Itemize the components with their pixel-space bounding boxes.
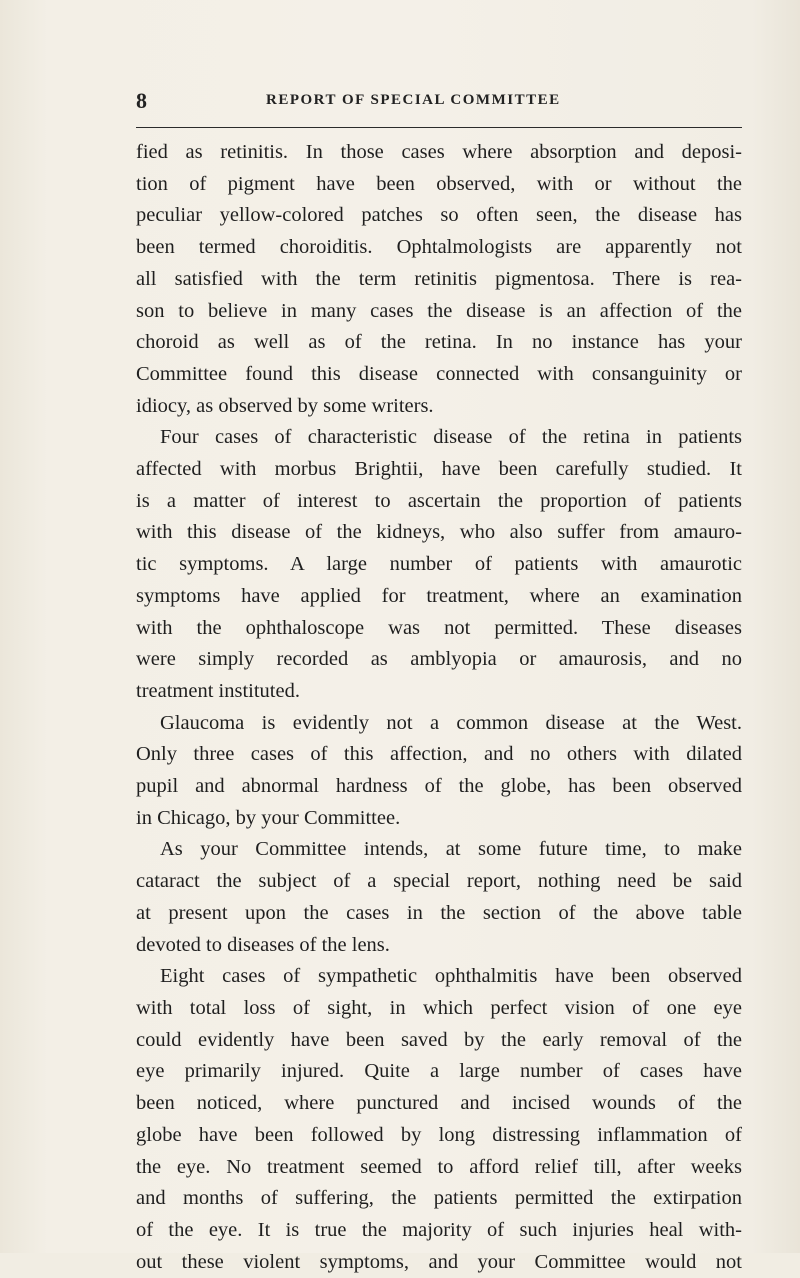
text-line: Only three cases of this affection, and no others with dilated bbox=[136, 743, 742, 766]
text-line: peculiar yellow-colored patches so often seen, the disease has bbox=[136, 204, 742, 227]
text-line: with the ophthaloscope was not permitted. These diseases bbox=[136, 616, 742, 639]
text-line: Glaucoma is evidently not a common disease at the West. bbox=[160, 711, 742, 734]
text-line: symptoms have applied for treatment, where an examination bbox=[136, 584, 742, 607]
text-line: been noticed, where punctured and incised wounds of the bbox=[136, 1092, 742, 1115]
text-line: at present upon the cases in the section of the above table bbox=[136, 901, 742, 924]
text-line: Committee found this disease connected with consanguinity or bbox=[136, 362, 742, 385]
header-rule bbox=[136, 127, 742, 128]
text-line: Four cases of characteristic disease of the retina in patients bbox=[160, 426, 742, 449]
text-line: with this disease of the kidneys, who also suffer from amauro- bbox=[136, 521, 742, 544]
text-line: all satisfied with the term retinitis pigmentosa. There is rea- bbox=[136, 267, 742, 290]
page-number: 8 bbox=[136, 88, 147, 113]
text-line: eye primarily injured. Quite a large number of cases have bbox=[136, 1060, 742, 1083]
text-line: is a matter of interest to ascertain the proportion of patients bbox=[136, 489, 742, 512]
text-line: tion of pigment have been observed, with or without the bbox=[136, 172, 742, 195]
text-line: globe have been followed by long distressing inflammation of bbox=[136, 1123, 742, 1146]
text-line: devoted to diseases of the lens. bbox=[136, 933, 390, 956]
text-line: out these violent symptoms, and your Committee would not bbox=[136, 1250, 742, 1273]
body-text bbox=[136, 137, 742, 1278]
text-line: and months of suffering, the patients permitted the extirpation bbox=[136, 1187, 742, 1210]
text-line: of the eye. It is true the majority of such injuries heal with- bbox=[136, 1218, 742, 1241]
text-line: pupil and abnormal hardness of the globe, has been observed bbox=[136, 775, 742, 798]
text-line: cataract the subject of a special report, nothing need be said bbox=[136, 870, 742, 893]
text-line: fied as retinitis. In those cases where absorption and deposi- bbox=[136, 141, 742, 163]
text-line: been termed choroiditis. Ophtalmologists are apparently not bbox=[136, 236, 742, 259]
text-line: could evidently have been saved by the early removal of the bbox=[136, 1028, 742, 1051]
text-line: in Chicago, by your Committee. bbox=[136, 806, 401, 829]
text-line: Eight cases of sympathetic ophthalmitis have been observed bbox=[160, 965, 742, 988]
text-line: treatment instituted. bbox=[136, 679, 300, 702]
text-line: with total loss of sight, in which perfect vision of one eye bbox=[136, 996, 742, 1019]
text-line: were simply recorded as amblyopia or amaurosis, and no bbox=[136, 648, 742, 671]
text-line: son to believe in many cases the disease is an affection of the bbox=[136, 299, 742, 322]
text-line: As your Committee intends, at some future time, to make bbox=[160, 838, 742, 861]
text-line: tic symptoms. A large number of patients with amaurotic bbox=[136, 553, 742, 576]
running-head: REPORT OF SPECIAL COMMITTEE bbox=[266, 92, 561, 108]
text-line: affected with morbus Brightii, have been carefully studied. It bbox=[136, 458, 742, 481]
text-line: choroid as well as of the retina. In no instance has your bbox=[136, 331, 742, 354]
text-line: the eye. No treatment seemed to afford relief till, after weeks bbox=[136, 1155, 742, 1178]
text-line: idiocy, as observed by some writers. bbox=[136, 394, 434, 417]
page-header bbox=[136, 88, 742, 116]
